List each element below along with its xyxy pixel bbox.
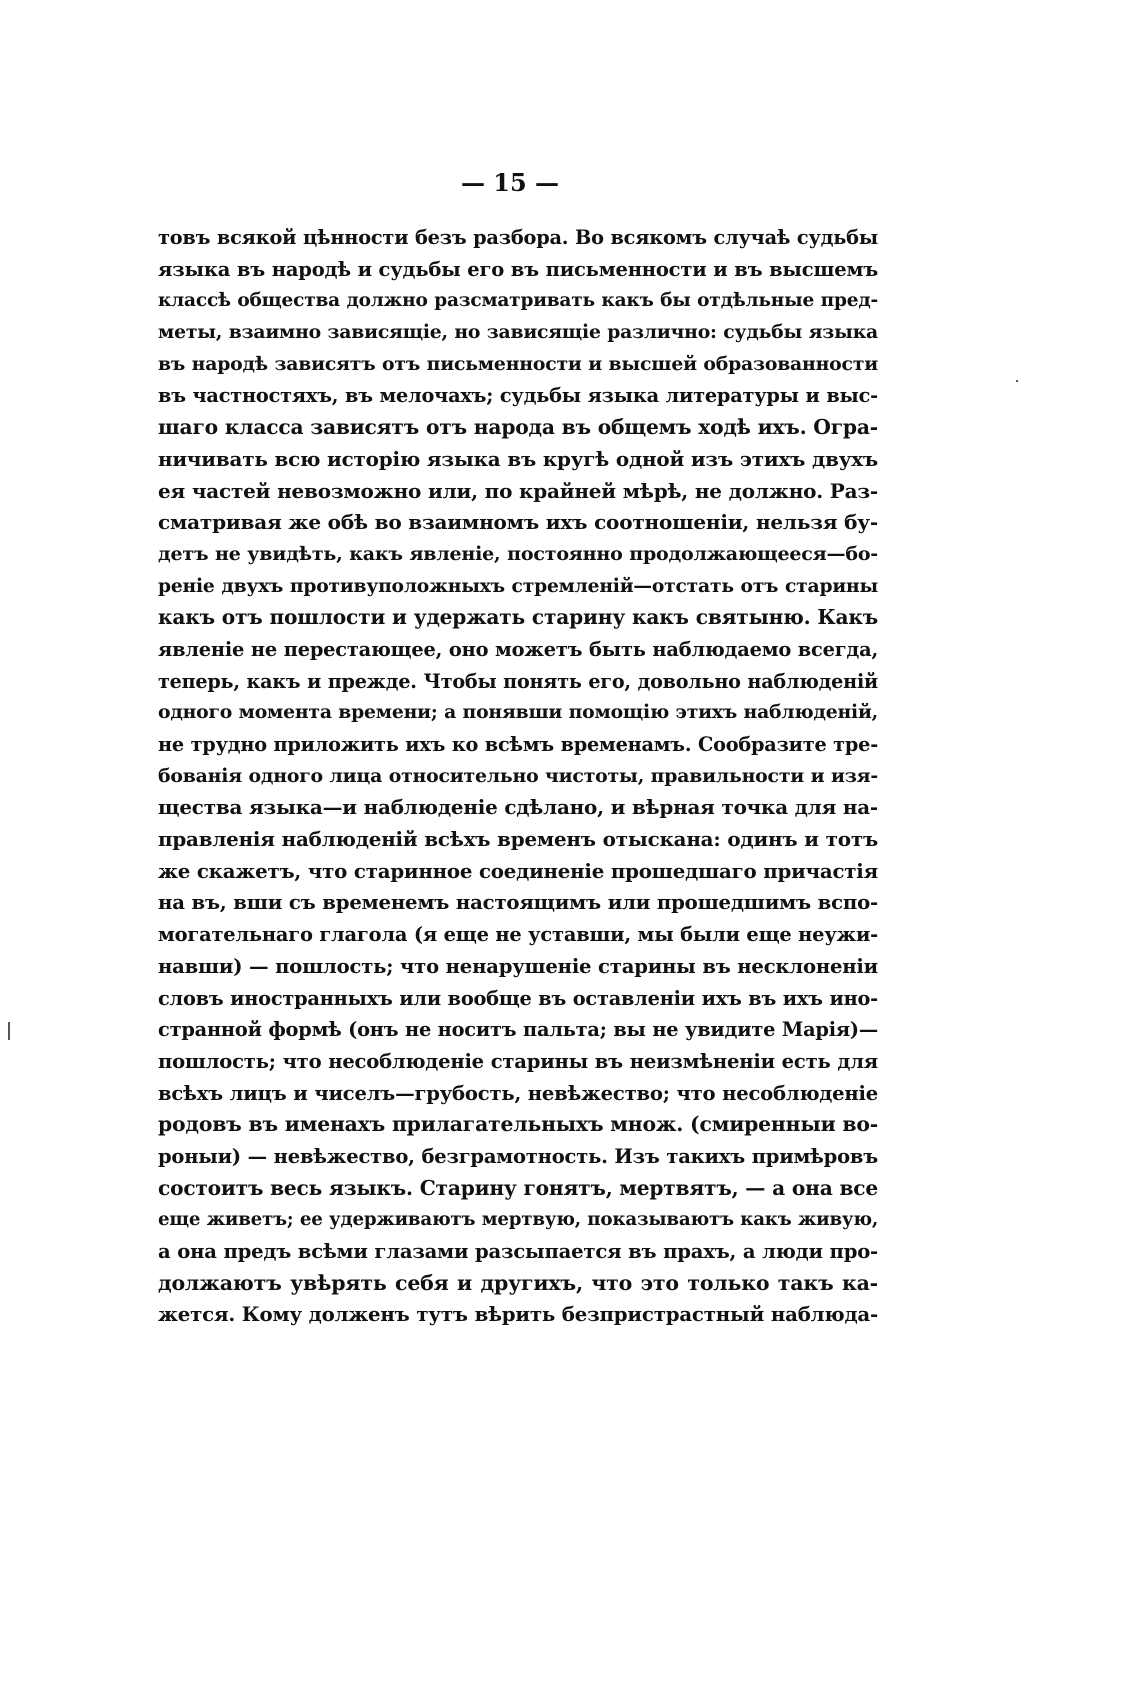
page-number: — 15 — [460, 168, 560, 197]
text-line: состоитъ весь языкъ. Старину гонятъ, мертвятъ, — а она все [158, 1175, 878, 1200]
text-line: сматривая же обѣ во взаимномъ ихъ соотношеніи, нельзя бу- [158, 510, 878, 535]
text-line: же скажетъ, что старинное соединеніе прошедшаго причастія [158, 858, 878, 883]
text-line: а она предъ всѣми глазами разсыпается въ прахъ, а люди про- [158, 1240, 878, 1263]
text-line: родовъ въ именахъ прилагательныхъ множ. (смиренныи во- [158, 1112, 878, 1137]
text-line: одного момента времени; а понявши помощію этихъ наблюденій, [158, 701, 878, 724]
text-line: всѣхъ лицъ и чиселъ—грубость, невѣжество; что несоблюденіе [158, 1081, 878, 1105]
text-line: пошлость; что несоблюденіе старины въ неизмѣненіи есть для [158, 1049, 878, 1073]
text-line: должаютъ увѣрять себя и другихъ, что это только такъ ка- [158, 1270, 878, 1295]
text-line: могательнаго глагола (я еще не уставши, мы были еще неужи- [158, 923, 878, 947]
text-line: въ народѣ зависятъ отъ письменности и высшей образованности [158, 352, 878, 375]
text-line: жется. Кому долженъ тутъ вѣрить безпристрастный наблюда- [158, 1302, 878, 1327]
text-line: ея частей невозможно или, по крайней мѣрѣ, не должно. Раз- [158, 478, 878, 503]
text-line: въ частностяхъ, въ мелочахъ; судьбы языка литературы и выс- [158, 384, 878, 408]
body-text [158, 222, 878, 1331]
text-line: бованія одного лица относительно чистоты, правильности и изя- [158, 764, 878, 787]
text-line: не трудно приложить ихъ ко всѣмъ временамъ. Сообразите тре- [158, 733, 878, 756]
text-line: языка въ народѣ и судьбы его въ письменности и въ высшемъ [158, 257, 878, 281]
text-line: теперь, какъ и прежде. Чтобы понять его, довольно наблюденій [158, 669, 878, 693]
text-line: меты, взаимно зависящіе, но зависящіе различно: судьбы языка [158, 321, 878, 344]
text-line: еще живетъ; ее удерживаютъ мертвую, показываютъ какъ живую, [158, 1209, 878, 1231]
text-line: словъ иностранныхъ или вообще въ оставленіи ихъ въ ихъ ино- [158, 986, 878, 1010]
text-line: навши) — пошлость; что ненарушеніе старины въ несклоненіи [158, 954, 878, 978]
scan-speck [1016, 380, 1018, 382]
scan-speck [8, 1022, 10, 1040]
text-line: детъ не увидѣть, какъ явленіе, постоянно продолжающееся—бо- [158, 542, 878, 565]
text-line: странной формѣ (онъ не носитъ пальта; вы не увидите Марія)— [158, 1018, 878, 1042]
text-line: на въ, вши съ временемъ настоящимъ или прошедшимъ вспо- [158, 891, 878, 915]
text-line: шаго класса зависятъ отъ народа въ общемъ ходѣ ихъ. Огра- [158, 415, 878, 440]
text-line: ничивать всю исторію языка въ кругѣ одной изъ этихъ двухъ [158, 446, 878, 471]
text-line: реніе двухъ противуположныхъ стремленій—отстать отъ старины [158, 574, 878, 597]
text-line: щества языка—и наблюденіе сдѣлано, и вѣрная точка для на- [158, 795, 878, 820]
text-line: роныи) — невѣжество, безграмотность. Изъ такихъ примѣровъ [158, 1144, 878, 1168]
text-line: товъ всякой цѣнности безъ разбора. Во всякомъ случаѣ судьбы [158, 226, 878, 249]
text-line: явленіе не перестающее, оно можетъ быть наблюдаемо всегда, [158, 637, 878, 661]
text-line: классѣ общества должно разсматривать какъ бы отдѣльные пред- [158, 290, 878, 312]
text-line: правленія наблюденій всѣхъ временъ отыскана: одинъ и тотъ [158, 827, 878, 852]
text-line: какъ отъ пошлости и удержать старину какъ святыню. Какъ [158, 605, 878, 630]
